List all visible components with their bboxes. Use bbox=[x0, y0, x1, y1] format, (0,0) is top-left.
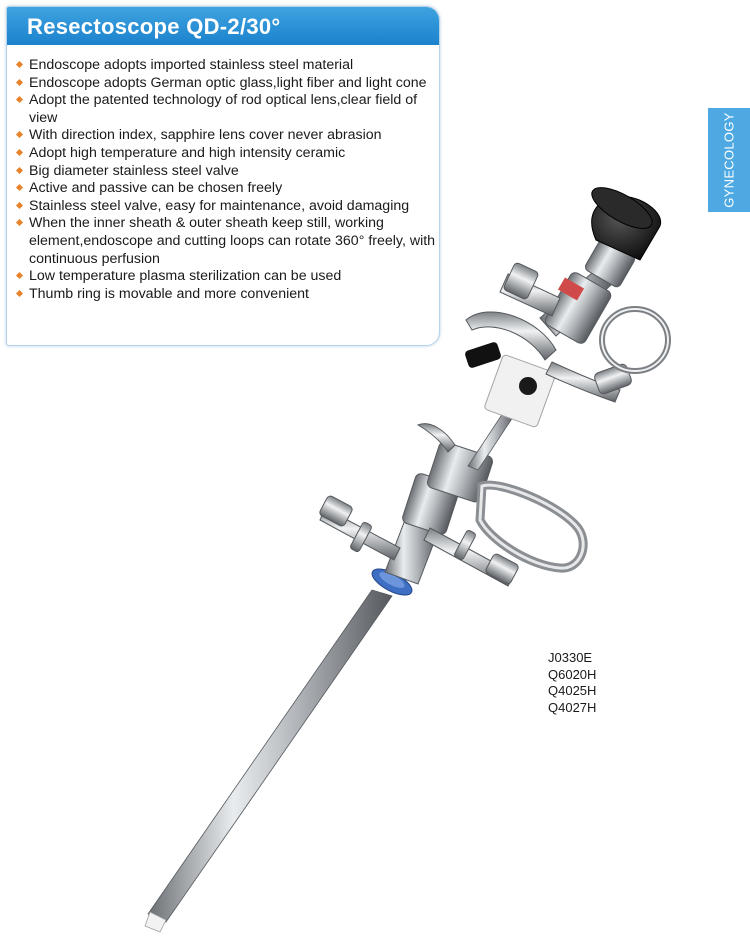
product-title: Resectoscope QD-2/30° bbox=[27, 14, 281, 39]
feature-item: Low temperature plasma sterilization can be used bbox=[15, 268, 437, 286]
feature-item: Stainless steel valve, easy for maintenance, avoid damaging bbox=[15, 198, 437, 216]
product-code: Q4025H bbox=[548, 683, 597, 698]
outer-sheath bbox=[145, 590, 392, 932]
product-codes bbox=[548, 650, 596, 716]
feature-item: Endoscope adopts imported stainless steel material bbox=[15, 57, 437, 75]
product-code: Q6020H bbox=[548, 666, 597, 682]
feature-item: Active and passive can be chosen freely bbox=[15, 180, 437, 198]
product-code: J0330E bbox=[548, 650, 593, 665]
feature-item: Big diameter stainless steel valve bbox=[15, 163, 437, 181]
product-code: Q4027H bbox=[548, 699, 597, 715]
feature-item: Endoscope adopts German optic glass,light fiber and light cone bbox=[15, 75, 437, 93]
feature-item: Adopt high temperature and high intensity ceramic bbox=[15, 145, 437, 163]
feature-item: When the inner sheath & outer sheath keep still, working element,endoscope and cutting loops can rotate 360° freely, with continuous perfusion bbox=[15, 215, 437, 268]
thumb-ring bbox=[602, 309, 668, 371]
category-label: GYNECOLOGY bbox=[721, 112, 737, 208]
feature-item: Thumb ring is movable and more convenient bbox=[15, 286, 437, 304]
feature-item: Adopt the patented technology of rod optical lens,clear field of view bbox=[15, 92, 437, 127]
feature-item: With direction index, sapphire lens cover never abrasion bbox=[15, 127, 437, 145]
